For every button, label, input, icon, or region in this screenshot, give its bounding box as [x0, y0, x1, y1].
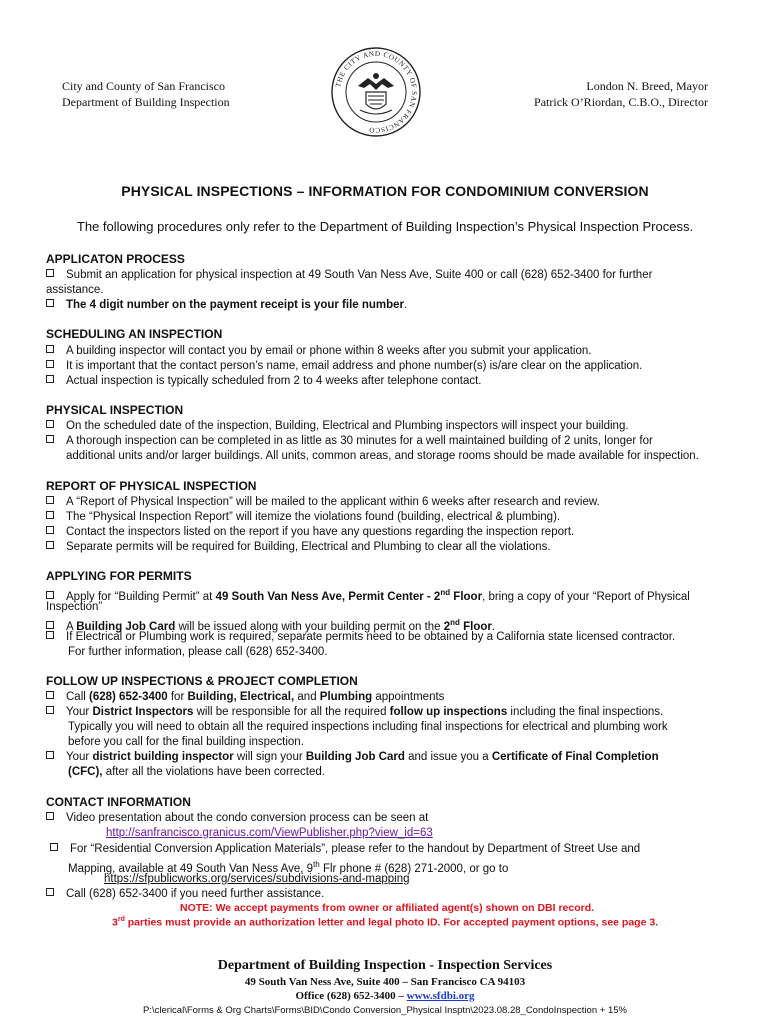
checkbox-bullet-icon [46, 621, 54, 629]
list-item: It is important that the contact person’s name, email address and phone number(s) is/are clear on the application. [46, 359, 642, 374]
public-works-link[interactable]: https://sfpublicworks.org/services/subdivisions-and-mapping [104, 873, 410, 885]
list-item: If Electrical or Plumbing work is required, separate permits need to be obtained by a California state licensed contractor. [46, 630, 675, 645]
mayor-label: London N. Breed, Mayor [586, 79, 708, 93]
list-item: The “Physical Inspection Report” will itemize the violations found (building, electrical & plumbing). [46, 510, 560, 525]
list-item: A Building Job Card will be issued along with your building permit on the 2nd Floor. [46, 615, 495, 635]
mapping-link-row [104, 872, 410, 887]
list-item-cont: Mapping, available at 49 South Van Ness Ave, 9th Flr phone # (628) 271-2000, or go to [68, 860, 509, 875]
list-item-cont: before you call for the final building inspection. [68, 736, 304, 748]
director-label: Patrick O’Riordan, C.B.O., Director [534, 95, 708, 109]
section-heading-permits: APPLYING FOR PERMITS [46, 569, 192, 583]
section-heading-contact: CONTACT INFORMATION [46, 795, 191, 809]
checkbox-bullet-icon [46, 511, 54, 519]
checkbox-bullet-icon [46, 496, 54, 504]
checkbox-bullet-icon [46, 751, 54, 759]
list-item: Contact the inspectors listed on the report if you have any questions regarding the inspection report. [46, 525, 574, 540]
footer-address: 49 South Van Ness Ave, Suite 400 – San Francisco CA 94103 [244, 976, 526, 988]
section-heading-followup: FOLLOW UP INSPECTIONS & PROJECT COMPLETION [46, 674, 358, 688]
department-label: Department of Building Inspection [62, 95, 230, 109]
list-item: Call (628) 652-3400 for Building, Electrical, and Plumbing appointments [46, 690, 444, 705]
checkbox-bullet-icon [46, 375, 54, 383]
checkbox-bullet-icon [46, 812, 54, 820]
checkbox-bullet-icon [46, 631, 54, 639]
checkbox-bullet-icon [46, 345, 54, 353]
list-item: Submit an application for physical inspection at 49 South Van Ness Ave, Suite 400 or call (628) 652-3400 for further [46, 268, 652, 283]
footer-file-path: P:\clerical\Forms & Org Charts\Forms\BID\Condo Conversion_Physical Insptn\2023.08.28_CondoInspection + 15% [143, 1005, 627, 1016]
checkbox-bullet-icon [46, 591, 54, 599]
section-heading-report: REPORT OF PHYSICAL INSPECTION [46, 479, 257, 493]
list-item: A building inspector will contact you by email or phone within 8 weeks after you submit your application. [46, 344, 591, 359]
checkbox-bullet-icon [46, 360, 54, 368]
list-item: Your district building inspector will sign your Building Job Card and issue you a Certificate of Final Completion [46, 750, 659, 765]
page-title: PHYSICAL INSPECTIONS – INFORMATION FOR CONDOMINIUM CONVERSION [121, 183, 649, 199]
section-heading-physical: PHYSICAL INSPECTION [46, 403, 184, 417]
checkbox-bullet-icon [46, 691, 54, 699]
intro-text: The following procedures only refer to the Department of Building Inspection’s Physical Inspection Process. [76, 219, 694, 234]
list-item: The 4 digit number on the payment receipt is your file number. [46, 298, 407, 313]
checkbox-bullet-icon [46, 299, 54, 307]
video-link-row [106, 826, 433, 841]
checkbox-bullet-icon [50, 843, 58, 851]
list-item: Apply for “Building Permit” at 49 South Van Ness Ave, Permit Center - 2nd Floor, bring a copy of your “Report of Physical [46, 585, 690, 605]
list-item: Separate permits will be required for Building, Electrical and Plumbing to clear all the violations. [46, 540, 551, 555]
payment-note-third-party: 3rd parties must provide an authorization letter and legal photo ID. For accepted payment options, see page 3. [112, 916, 659, 929]
header-left [62, 78, 230, 110]
payment-note: NOTE: We accept payments from owner or affiliated agent(s) shown on DBI record. [180, 902, 595, 914]
footer-office: Office (628) 652-3400 – www.sfdbi.org [295, 990, 475, 1002]
list-item-cont: Typically you will need to obtain all the required inspections including final inspections for electrical and plumbing work [68, 721, 668, 733]
footer-department: Department of Building Inspection - Inspection Services [217, 958, 553, 973]
checkbox-bullet-icon [46, 541, 54, 549]
list-item-cont: For further information, please call (628) 652-3400. [68, 646, 328, 658]
city-county-label: City and County of San Francisco [62, 79, 225, 93]
list-item-cont: Inspection” [46, 601, 103, 613]
dbi-website-link[interactable]: www.sfdbi.org [406, 990, 475, 1002]
list-item: Video presentation about the condo conversion process can be seen at [46, 811, 428, 826]
list-item: Your District Inspectors will be responsible for all the required follow up inspections including the final inspections. [46, 705, 663, 720]
list-item-cont: (CFC), after all the violations have been corrected. [68, 766, 325, 778]
checkbox-bullet-icon [46, 420, 54, 428]
svg-text:THE CITY AND COUNTY OF SAN FRA: THE CITY AND COUNTY OF SAN FRANCISCO [334, 49, 419, 135]
list-item-cont: assistance. [46, 284, 104, 296]
checkbox-bullet-icon [46, 888, 54, 896]
checkbox-bullet-icon [46, 526, 54, 534]
list-item: A “Report of Physical Inspection” will be mailed to the applicant within 6 weeks after research and review. [46, 495, 600, 510]
header-right [534, 78, 708, 110]
checkbox-bullet-icon [46, 706, 54, 714]
list-item-cont: additional units and/or larger buildings. All units, common areas, and storage rooms should be made available for inspection. [66, 450, 699, 462]
video-presentation-link[interactable]: http://sanfrancisco.granicus.com/ViewPublisher.php?view_id=63 [106, 827, 433, 839]
list-item: For “Residential Conversion Application Materials”, please refer to the handout by Department of Street Use and [50, 842, 640, 857]
list-item: On the scheduled date of the inspection, Building, Electrical and Plumbing inspectors will inspect your building. [46, 419, 629, 434]
checkbox-bullet-icon [46, 435, 54, 443]
checkbox-bullet-icon [46, 269, 54, 277]
list-item: Actual inspection is typically scheduled from 2 to 4 weeks after telephone contact. [46, 374, 482, 389]
list-item: A thorough inspection can be completed in as little as 30 minutes for a well maintained building of 2 units, longer for [46, 434, 653, 449]
section-heading-application: APPLICATON PROCESS [46, 252, 185, 266]
city-seal-logo [330, 46, 422, 138]
list-item: Call (628) 652-3400 if you need further assistance. [46, 887, 324, 902]
section-heading-scheduling: SCHEDULING AN INSPECTION [46, 327, 223, 341]
